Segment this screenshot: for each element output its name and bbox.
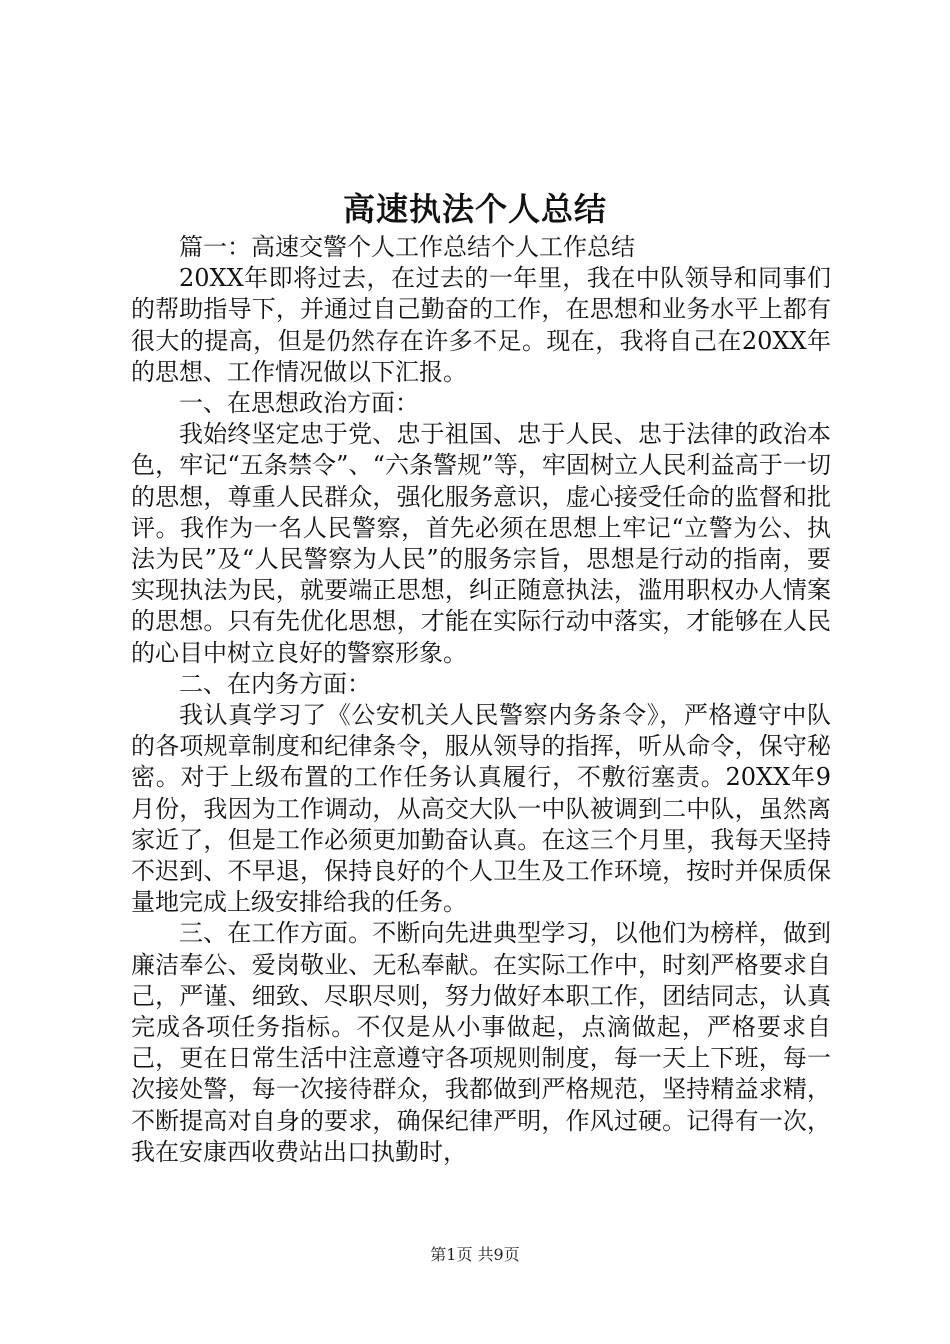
document-title: 高速执法个人总结 bbox=[342, 190, 607, 228]
paragraph-politics: 我始终坚定忠于党、忠于祖国、忠于人民、忠于法律的政治本色，牢记“五条禁令”、“六条警规”等，牢固树立人民利益高于一切的思想，尊重人民群众，强化服务意识，虚心接受任命的监督和批评。我作为一名人民警察，首先必须在思想上牢记“立警为公、执法为民”及“人民警察为人民”的服务宗旨，思想是行动的指南，要实现执法为民，就要端正思想，纠正随意执法，滥用职权办人情案的思想。只有先优化思想，才能在实际行动中落实，才能够在人民的心目中树立良好的警察形象。 bbox=[131, 420, 831, 667]
paragraph-internal-affairs: 我认真学习了《公安机关人民警察内务条令》，严格遵守中队的各项规章制度和纪律条令，服从领导的指挥，听从命令，保守秘密。对于上级布置的工作任务认真履行，不敷衍塞责。20XX年9月份，我因为工作调动，从高交大队一中队被调到二中队，虽然离家近了，但是工作必须更加勤奋认真。在这三个月里，我每天坚持不迟到、不早退，保持良好的个人卫生及工作环境，按时并保质保量地完成上级安排给我的任务。 bbox=[131, 701, 831, 917]
paragraph-heading-section-one: 篇一：高速交警个人工作总结个人工作总结 bbox=[179, 233, 635, 261]
page-indicator: 第1页 共9页 bbox=[430, 1245, 520, 1264]
document-body bbox=[131, 232, 831, 1168]
paragraph-intro: 20XX年即将过去，在过去的一年里，我在中队领导和同事们的帮助指导下，并通过自己勤奋的工作，在思想和业务水平上都有很大的提高，但是仍然存在许多不足。现在，我将自己在20XX年的思想、工作情况做以下汇报。 bbox=[131, 264, 831, 386]
paragraph-heading-internal-affairs: 二、在内务方面： bbox=[179, 669, 371, 698]
paragraph-work: 三、在工作方面。不断向先进典型学习，以他们为榜样，做到廉洁奉公、爱岗敬业、无私奉献。在实际工作中，时刻严格要求自己，严谨、细致、尽职尽则，努力做好本职工作，团结同志，认真完成各项任务指标。不仅是从小事做起，点滴做起，严格要求自己，更在日常生活中注意遵守各项规则制度，每一天上下班，每一次接处警，每一次接待群众，我都做到严格规范，坚持精益求精，不断提高对自身的要求，确保纪律严明，作风过硬。记得有一次，我在安康西收费站出口执勤时， bbox=[131, 919, 831, 1166]
paragraph-heading-politics: 一、在思想政治方面： bbox=[179, 389, 419, 418]
